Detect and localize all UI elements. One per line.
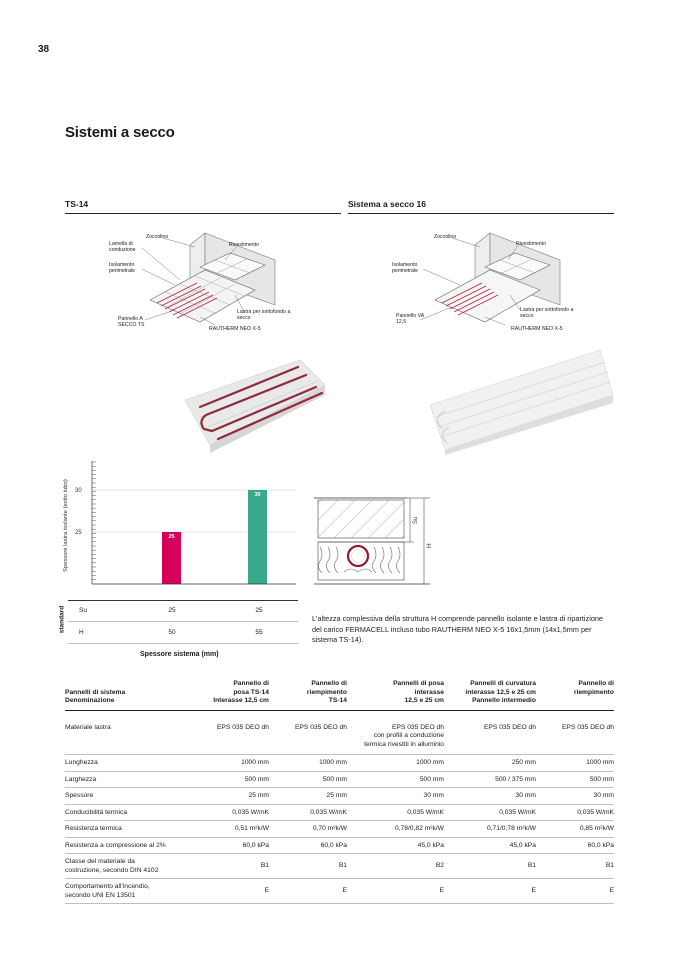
spec-cell: E bbox=[183, 879, 269, 904]
spec-cell: 60,0 kPa bbox=[269, 837, 347, 854]
chart-minor-ticks bbox=[92, 462, 96, 580]
system-height-description: L'altezza complessiva della struttura H comprende pannello isolante e lastra di ripartizione del carico FERMACELL incluso tubo RAUTHERM NEO X-5 16x1,5mm (14x1,5mm per sistema TS-14). bbox=[312, 614, 603, 644]
spec-cell: 45,0 kPa bbox=[444, 837, 536, 854]
spec-row-label: Lunghezza bbox=[65, 755, 183, 772]
cross-section-diagram bbox=[312, 492, 432, 592]
spec-table-header bbox=[65, 680, 614, 710]
page-number: 38 bbox=[38, 44, 50, 55]
spec-row bbox=[65, 854, 614, 879]
label-isolamento-left: Isolamento perimetrale bbox=[109, 262, 135, 274]
spec-cell: 500 mm bbox=[269, 771, 347, 788]
spec-cell: 1000 mm bbox=[347, 755, 444, 772]
label-isolamento-right: Isolamento perimetrale bbox=[392, 262, 418, 274]
spec-cell: 0,78/0,82 m²k/W bbox=[347, 821, 444, 838]
standard-label: standard bbox=[58, 605, 66, 634]
thickness-bar-chart bbox=[58, 458, 298, 592]
chart-ytick-25: 25 bbox=[75, 530, 82, 536]
label-tubo-left: RAUTHERM NEO X-5 bbox=[209, 326, 261, 332]
header-col-4: Pannelli di curvatura interasse 12,5 e 25 cm Pannello intermedio bbox=[444, 680, 536, 710]
spec-row-label: Resistenza a compressione al 2% bbox=[65, 837, 183, 854]
chart-ylabel: Spessore lastra isolante (sotto tubo) bbox=[63, 479, 69, 572]
label-zoccolino-left: Zoccolino bbox=[146, 234, 169, 240]
spec-cell: 0,035 W/mK bbox=[444, 804, 536, 821]
spec-table-bottom-rule bbox=[65, 904, 614, 905]
spec-row-label: Conducibilità termica bbox=[65, 804, 183, 821]
standard-bottom-rule bbox=[68, 643, 298, 644]
spec-cell: 0,85 m²k/W bbox=[536, 821, 614, 838]
spec-cell: 25 mm bbox=[183, 788, 269, 805]
bar-value-25: 25 bbox=[168, 534, 175, 540]
spec-cell: 30 mm bbox=[536, 788, 614, 805]
spec-cell: B1 bbox=[444, 854, 536, 879]
spec-cell: 0,035 W/mK bbox=[347, 804, 444, 821]
spec-cell: 45,0 kPa bbox=[347, 837, 444, 854]
spec-cell: 0,71/0,78 m²k/W bbox=[444, 821, 536, 838]
spec-row bbox=[65, 755, 614, 772]
header-col-5: Pannello di riempimento bbox=[536, 680, 614, 710]
spec-row-label: Comportamento all'incendio, secondo UNI EN 13501 bbox=[65, 879, 183, 904]
chart-xlabel: Spessore sistema (mm) bbox=[140, 651, 219, 658]
dim-label-su: Su bbox=[413, 516, 419, 524]
spec-cell: E bbox=[536, 879, 614, 904]
spec-cell: 25 mm bbox=[269, 788, 347, 805]
spec-cell: 500 mm bbox=[536, 771, 614, 788]
section-heading-secco16: Sistema a secco 16 bbox=[348, 199, 426, 209]
bar-value-30: 30 bbox=[254, 492, 261, 498]
standard-su-value-2: 25 bbox=[255, 607, 263, 614]
standard-h-value-1: 50 bbox=[168, 629, 176, 636]
ts14-panel-photo bbox=[180, 355, 330, 455]
header-col-1: Pannello di posa TS-14 Interasse 12,5 cm bbox=[183, 680, 269, 710]
standard-h-value-2: 55 bbox=[255, 629, 263, 636]
spec-cell: B1 bbox=[536, 854, 614, 879]
standard-su-value-1: 25 bbox=[168, 607, 176, 614]
bar-30 bbox=[248, 490, 267, 584]
page-title: Sistemi a secco bbox=[65, 124, 175, 141]
spec-row bbox=[65, 821, 614, 838]
spec-cell: 30 mm bbox=[444, 788, 536, 805]
spec-row bbox=[65, 771, 614, 788]
panel-spec-table bbox=[65, 680, 614, 905]
spec-cell: 30 mm bbox=[347, 788, 444, 805]
spec-cell: B1 bbox=[183, 854, 269, 879]
chart-ytick-30: 30 bbox=[75, 488, 82, 494]
spec-cell: B1 bbox=[269, 854, 347, 879]
spec-cell: 1000 mm bbox=[183, 755, 269, 772]
spec-cell: 60,0 kPa bbox=[183, 837, 269, 854]
dim-label-h: H bbox=[426, 543, 433, 548]
spec-cell: 1000 mm bbox=[536, 755, 614, 772]
spec-row-material: Materiale lastra EPS 035 DEO dh EPS 035 DEO dh EPS 035 DEO dh con profili a conduzione termica rivestiti in alluminio EPS 035 DEO dh EPS 035 DEO dh bbox=[65, 723, 614, 748]
header-col-0: Pannelli di sistema Denominazione bbox=[65, 680, 183, 710]
spec-cell: E bbox=[269, 879, 347, 904]
spec-row bbox=[65, 879, 614, 904]
spec-row bbox=[65, 788, 614, 805]
label-rivestimento-left: Rivestimento bbox=[229, 242, 259, 248]
section-rule-right bbox=[348, 213, 614, 214]
label-zoccolino-right: Zoccolino bbox=[434, 234, 457, 240]
standard-label-box bbox=[58, 600, 66, 642]
spec-cell: 500 / 375 mm bbox=[444, 771, 536, 788]
header-col-2: Pannello di riempimento TS-14 bbox=[269, 680, 347, 710]
spec-cell: 0,035 W/mK bbox=[536, 804, 614, 821]
spec-row-label: Resistenza termica bbox=[65, 821, 183, 838]
spec-cell: 1000 mm bbox=[269, 755, 347, 772]
standard-row-su-label: Su bbox=[79, 607, 87, 614]
spec-row-label: Spessore bbox=[65, 788, 183, 805]
spec-cell: 500 mm bbox=[183, 771, 269, 788]
spec-row bbox=[65, 837, 614, 854]
label-lastra-left: Lastra per sottofondo a secco bbox=[237, 309, 291, 321]
standard-row-h-label: H bbox=[79, 629, 84, 636]
standard-mid-rule bbox=[68, 621, 298, 622]
spec-cell: B2 bbox=[347, 854, 444, 879]
section-rule-left bbox=[65, 213, 341, 214]
spec-cell: 0,035 W/mK bbox=[269, 804, 347, 821]
label-pannello-right: Pannello VA 12,5 bbox=[396, 313, 424, 325]
spec-cell: E bbox=[347, 879, 444, 904]
spec-cell: 0,70 m²k/W bbox=[269, 821, 347, 838]
spec-cell: 250 mm bbox=[444, 755, 536, 772]
label-lastra-right: Lastra per sottofondo a secco bbox=[520, 307, 574, 319]
label-lamella-left: Lamella di conduzione bbox=[109, 241, 136, 253]
secco16-panel-photo bbox=[425, 345, 615, 455]
label-rivestimento-right: Rivestimento bbox=[516, 241, 546, 247]
spec-cell: E bbox=[444, 879, 536, 904]
spec-row bbox=[65, 804, 614, 821]
label-tubo-right: RAUTHERM NEO X-5 bbox=[511, 326, 563, 332]
spec-cell: 0,51 m²k/W bbox=[183, 821, 269, 838]
spec-cell: 500 mm bbox=[347, 771, 444, 788]
label-pannello-left: Pannello A SECCO TS bbox=[118, 316, 145, 328]
standard-top-rule bbox=[68, 600, 298, 601]
header-col-3: Pannelli di posa interasse 12,5 e 25 cm bbox=[347, 680, 444, 710]
spec-row-label: Larghezza bbox=[65, 771, 183, 788]
spec-row-label: Classe del materiale da costruzione, secondo DIN 4102 bbox=[65, 854, 183, 879]
section-heading-ts14: TS-14 bbox=[65, 199, 89, 209]
spec-cell: 0,035 W/mK bbox=[183, 804, 269, 821]
spec-cell: 60,0 kPa bbox=[536, 837, 614, 854]
